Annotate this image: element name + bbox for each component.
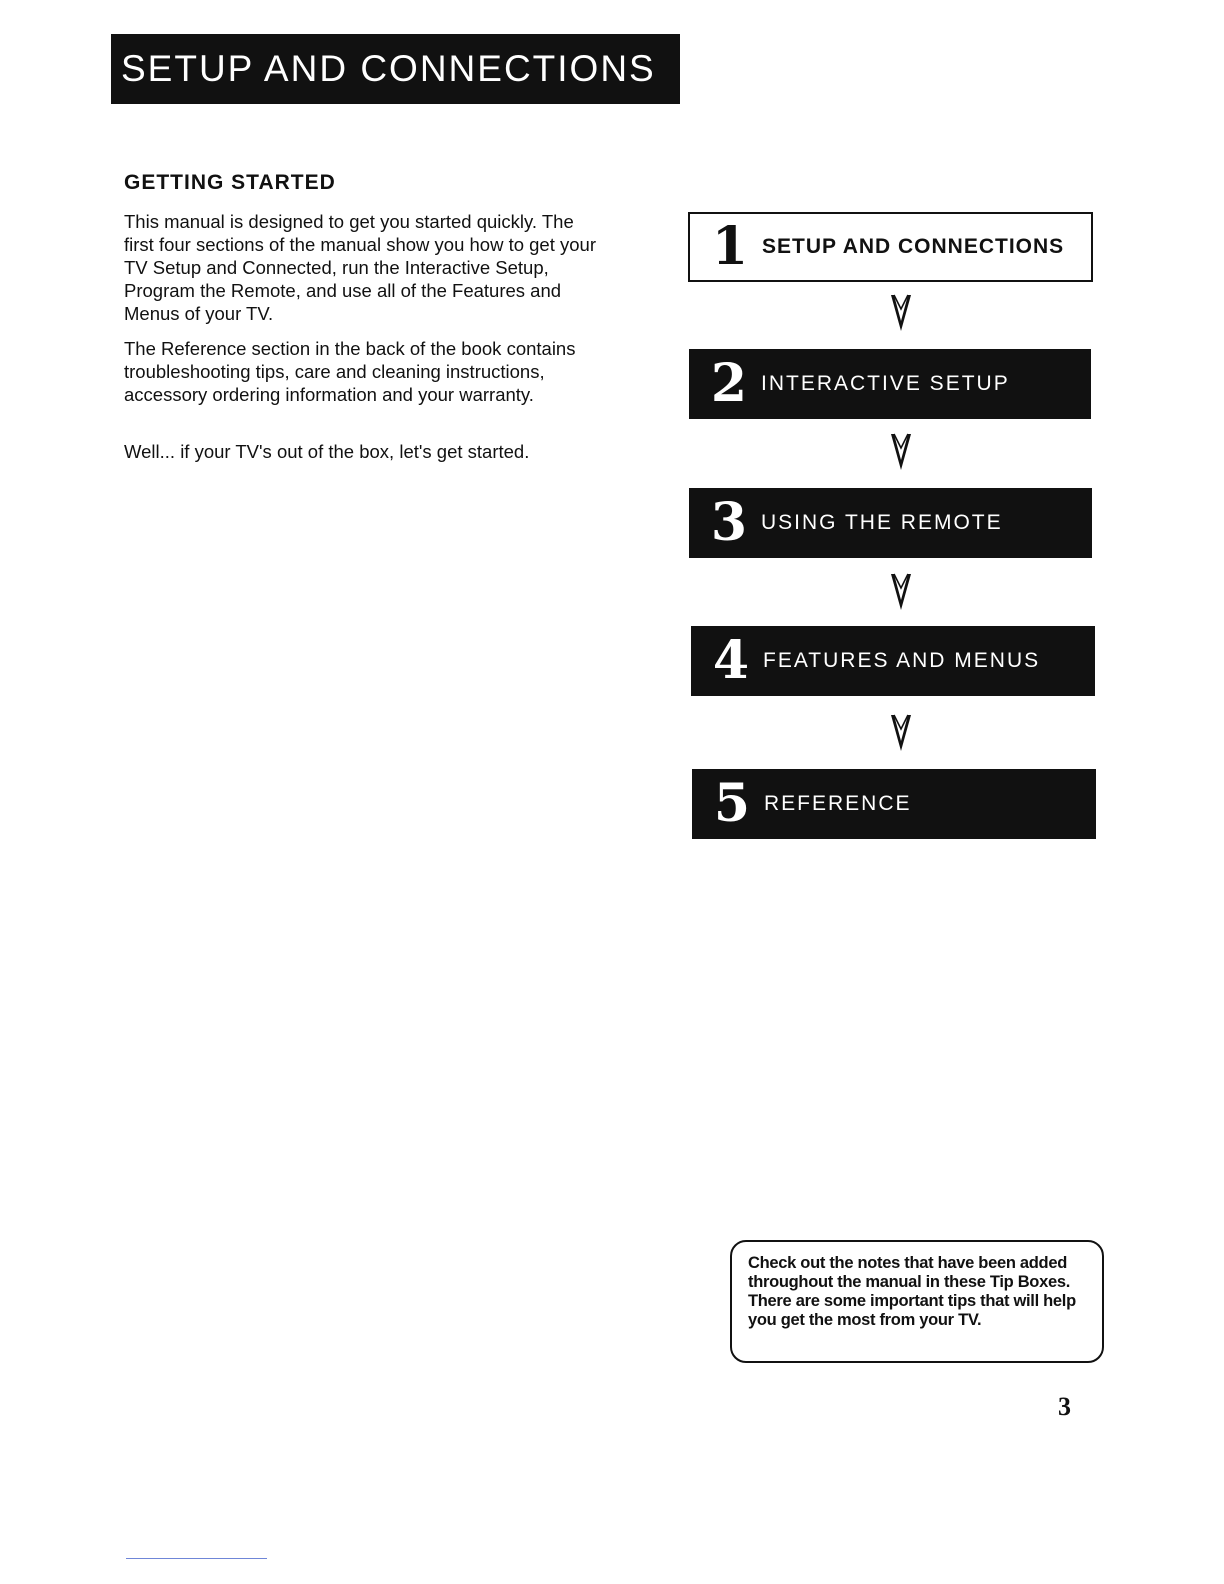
down-arrow-icon [889,293,913,333]
flow-step-number: 3 [710,492,748,553]
flow-step-number: 4 [712,630,750,691]
getting-started-heading: GETTING STARTED [124,171,336,194]
tip-box [730,1240,1104,1363]
flow-step-interactive-setup [689,349,1091,419]
flow-step-number: 2 [710,353,748,414]
flow-step-label: REFERENCE [764,792,912,815]
down-arrow-icon [889,432,913,472]
down-arrow-icon [889,572,913,612]
flow-step-setup-and-connections [688,212,1093,282]
flow-step-number: 1 [711,216,749,277]
section-title: SETUP AND CONNECTIONS [121,48,656,89]
flow-step-label: INTERACTIVE SETUP [761,372,1010,395]
flow-step-label: SETUP AND CONNECTIONS [762,235,1065,258]
page-number: 3 [1058,1392,1071,1421]
intro-paragraph: This manual is designed to get you started quickly. The first four sections of the manual show you how to get your TV Setup and Connected, run the Interactive Setup, Program the Remote, and use all of the Features and Menus of your TV. [124,211,596,324]
closing-paragraph: Well... if your TV's out of the box, let's get started. [124,441,530,462]
flow-step-using-the-remote [689,488,1092,558]
flow-step-reference [692,769,1096,839]
flow-step-number: 5 [713,773,751,834]
footer-rule [126,1558,267,1559]
tip-box-text: Check out the notes that have been added throughout the manual in these Tip Boxes. There are some important tips that will help you get the most from your TV. [748,1254,1076,1329]
flow-step-label: USING THE REMOTE [761,511,1003,534]
flow-step-features-and-menus [691,626,1095,696]
flow-step-label: FEATURES AND MENUS [763,649,1041,672]
section-header-bar [111,34,680,104]
down-arrow-icon [889,713,913,753]
reference-paragraph: The Reference section in the back of the book contains troubleshooting tips, care and cleaning instructions, accessory ordering information and your warranty. [124,338,576,405]
